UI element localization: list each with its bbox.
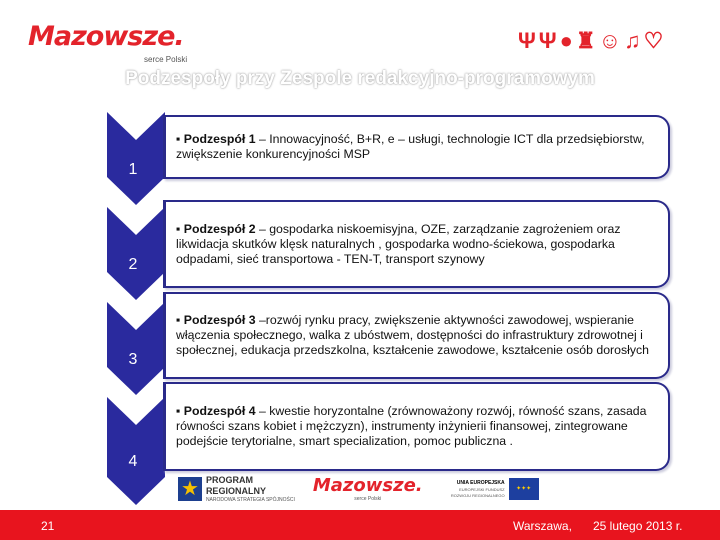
eu-flag-icon: ✦✦✦ — [509, 478, 539, 500]
chevron-1 — [107, 112, 165, 205]
chevron-number: 2 — [128, 255, 138, 273]
small-logo-sub: serce Polski — [354, 496, 382, 502]
chevron-number: 4 — [128, 453, 138, 470]
subgroup-text: ▪ Podzespół 4 – kwestie horyzontalne (zrównoważony rozwój, równość szans, zasada równości szans kobiet i mężczyzn), instrumenty inżynierii finansowej, zintegrowane podejście terytorialne, smart specialization, pomoc publiczna . — [176, 404, 647, 448]
subgroup-box-2 — [163, 200, 670, 288]
subgroup-name: Podzespół 1 — [183, 132, 256, 146]
subgroup-text: ▪ Podzespół 2 – gospodarka niskoemisyjna, OZE, zarządzanie zagrożeniem oraz likwidacja skutków klęsk naturalnych , gospodarka wodno-ściekowa, gospodarka odpadami, sieć transportowa - TEN-T, transport szynowy — [176, 221, 621, 266]
footer-city: Warszawa, — [513, 519, 572, 533]
mazowsze-logo: Mazowsze. — [28, 21, 184, 52]
subgroup-description: – gospodarka niskoemisyjna, OZE, zarządzanie zagrożeniem oraz likwidacja skutków klęsk naturalnych , gospodarka wodno-ściekowa, gospodarka odpadami, sieć transportowa - TEN-T, transport szynowy — [176, 221, 621, 266]
mazowsze-small-logo — [313, 475, 423, 503]
chevron-2 — [107, 207, 165, 300]
page-title: Podzespoły przy Zespole redakcyjno-programowym — [125, 68, 595, 89]
eu-logo — [441, 478, 539, 500]
footer-date: 25 lutego 2013 r. — [593, 519, 683, 533]
star-icon: ★ — [178, 477, 202, 501]
decorative-icons: ΨΨ●♜☺♫♡ — [518, 28, 667, 53]
chevron-shape — [107, 397, 165, 505]
subgroup-description: –rozwój rynku pracy, zwiększenie aktywności zawodowej, wspieranie włączenia społecznego, walka z ubóstwem, dostępności do infrastruktury zdrowotnej i społecznej, edukacja przedszkolna, kształcenie zawodowe, kształcenie osób dorosłych — [176, 313, 650, 357]
subgroup-text: ▪ Podzespół 1 – Innowacyjność, B+R, e – usługi, technologie ICT dla przedsiębiorstw, zwiększenie konkurencyjności MSP — [176, 132, 645, 161]
chevron-3 — [107, 302, 165, 395]
program-regionalny-logo — [178, 475, 295, 504]
subgroup-box-3 — [163, 292, 670, 379]
page-number: 21 — [41, 519, 55, 533]
small-logo-text: Mazowsze. — [312, 475, 423, 496]
logo-subtitle: serce Polski — [144, 55, 188, 64]
subgroup-name: Podzespół 3 — [183, 313, 256, 327]
subgroup-text: ▪ Podzespół 3 –rozwój rynku pracy, zwiększenie aktywności zawodowej, wspieranie włączenia społecznego, walka z ubóstwem, dostępności do infrastruktury zdrowotnej i społecznej, edukacja przedszkolna, kształcenie zawodowe, kształcenie osób dorosłych — [176, 313, 650, 357]
chevron-4 — [107, 397, 165, 505]
subgroup-box-1 — [163, 115, 670, 179]
subgroup-description: – Innowacyjność, B+R, e – usługi, technologie ICT dla przedsiębiorstw, zwiększenie konkurencyjności MSP — [176, 132, 645, 161]
chevron-shape — [107, 112, 165, 205]
subgroup-box-4 — [163, 382, 670, 471]
eu-sub: EUROPEJSKI FUNDUSZ ROZWOJU REGIONALNEGO — [450, 486, 505, 498]
chevron-shape — [107, 207, 165, 300]
program-sub: NARODOWA STRATEGIA SPÓJNOŚCI — [205, 496, 295, 503]
chevron-shape — [107, 302, 165, 395]
subgroup-name: Podzespół 2 — [183, 221, 256, 236]
subgroup-name: Podzespół 4 — [183, 404, 256, 418]
program-label: PROGRAM REGIONALNY — [205, 474, 266, 496]
partner-logos — [178, 472, 539, 506]
eu-label: UNIA EUROPEJSKA — [456, 479, 505, 486]
subgroup-description: – kwestie horyzontalne (zrównoważony rozwój, równość szans, zasada równości szans kobiet i mężczyzn), instrumenty inżynierii finansowej, zintegrowane podejście terytorialne, smart specialization, pomoc publiczna . — [176, 404, 647, 448]
chevron-number: 3 — [128, 350, 138, 368]
footer-bar — [0, 510, 720, 540]
chevron-number: 1 — [128, 160, 138, 178]
